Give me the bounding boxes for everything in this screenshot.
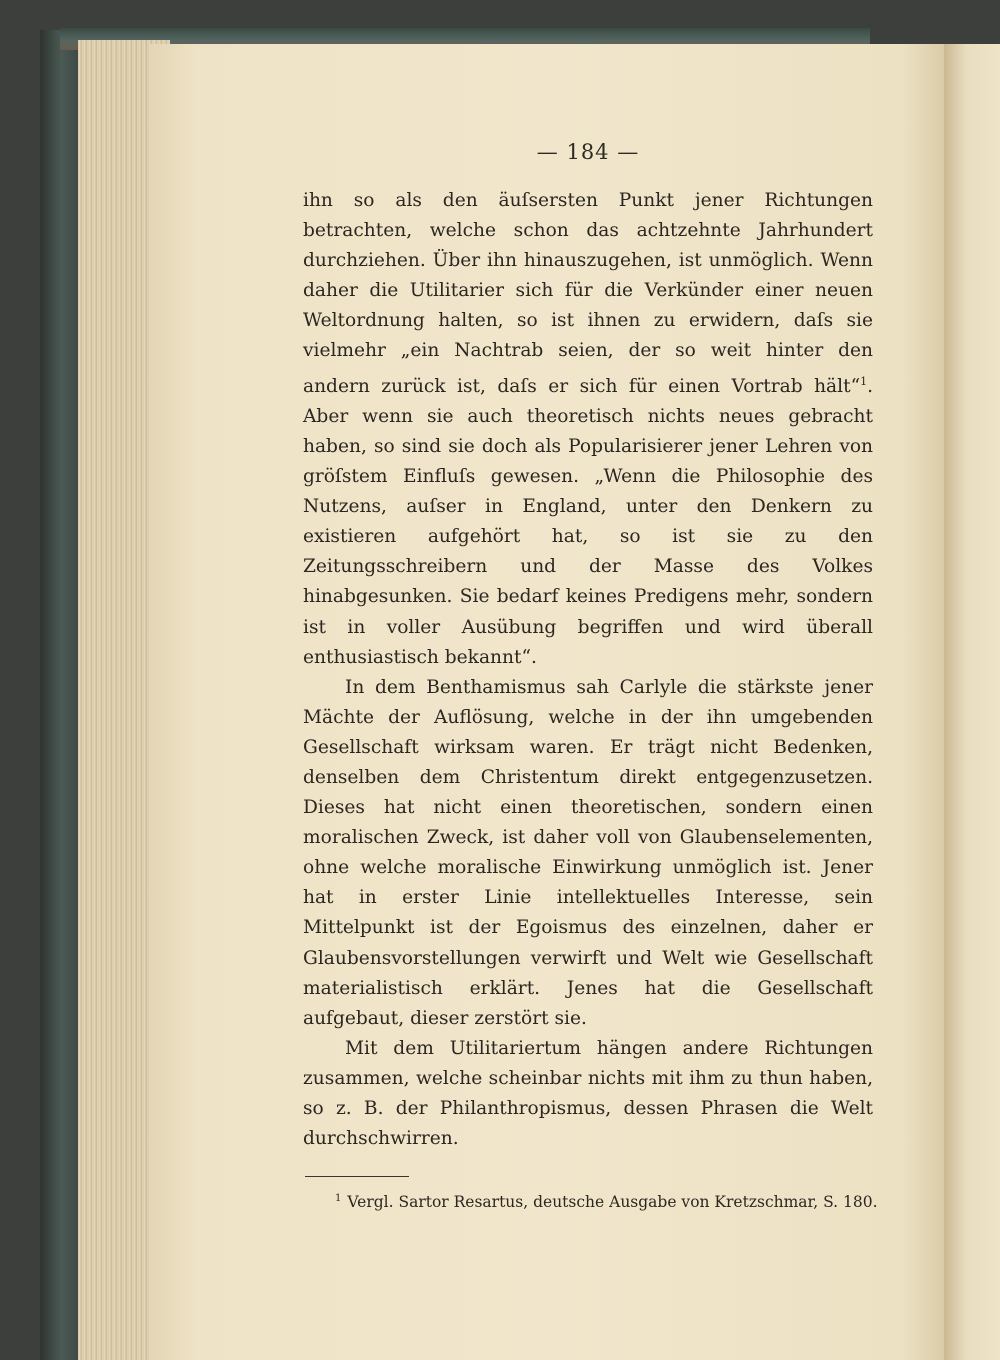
paragraph-1-text-after: . Aber wenn sie auch theoretisch nichts neues gebracht haben, so sind sie doch als Popularisierer jener Lehren von gröſstem Einfluſs gewesen. „Wenn die Philosophie des Nutzens, auſser in England, unter den Denkern zu existieren aufgehört hat, so ist sie zu den Zeitungsschreibern und der Masse des Volkes hinabgesunken. Sie bedarf keines Predigens mehr, sondern ist in voller Ausübung begriffen und wird überall enthusiastisch bekannt“. — [303, 375, 873, 668]
footnote-marker: 1 — [335, 1193, 342, 1205]
paragraph-1-text-before: ihn so als den äuſsersten Punkt jener Richtungen betrachten, welche schon das achtzehnte Jahrhundert durchziehen. Über ihn hinauszugehen, ist unmöglich. Wenn daher die Utilitarier sich für die Verkünder einer neuen Weltordnung halten, so ist ihnen zu erwidern, daſs sie vielmehr „ein Nachtrab seien, der so weit hinter den andern zurück ist, daſs er sich für einen Vortrab hält“ — [303, 190, 873, 397]
page-content — [303, 140, 878, 1214]
page-number: — 184 — — [536, 140, 640, 164]
paragraph-1 — [303, 186, 873, 673]
paragraph-3: Mit dem Utilitariertum hängen andere Richtungen zusammen, welche scheinbar nichts mit ihm zu thun haben, so z. B. der Philanthropismus, dessen Phrasen die Welt durchschwirren. — [303, 1037, 873, 1150]
footnote-reference: 1 — [860, 374, 868, 388]
footnote-text: Vergl. Sartor Resartus, deutsche Ausgabe von Kretzschmar, S. 180. — [347, 1193, 878, 1212]
footnote — [303, 1187, 878, 1214]
paragraph-2: In dem Benthamismus sah Carlyle die stärkste jener Mächte der Auflösung, welche in der ihn umgebenden Gesellschaft wirksam waren. Er trägt nicht Bedenken, denselben dem Christentum direkt entgegenzusetzen. Dieses hat nicht einen theoretischen, sondern einen moralischen Zweck, ist daher voll von Glaubenselementen, ohne welche moralische Einwirkung unmöglich ist. Jener hat in erster Linie intellektuelles Interesse, sein Mittelpunkt ist der Egoismus des einzelnen, daher er Glaubensvorstellungen verwirft und Welt wie Gesellschaft materialistisch erklärt. Jenes hat die Gesellschaft aufgebaut, dieser zerstört sie. — [303, 676, 873, 1029]
footnote-divider — [305, 1176, 409, 1177]
body-text — [303, 186, 873, 1154]
facing-page-edge — [944, 44, 1000, 1360]
